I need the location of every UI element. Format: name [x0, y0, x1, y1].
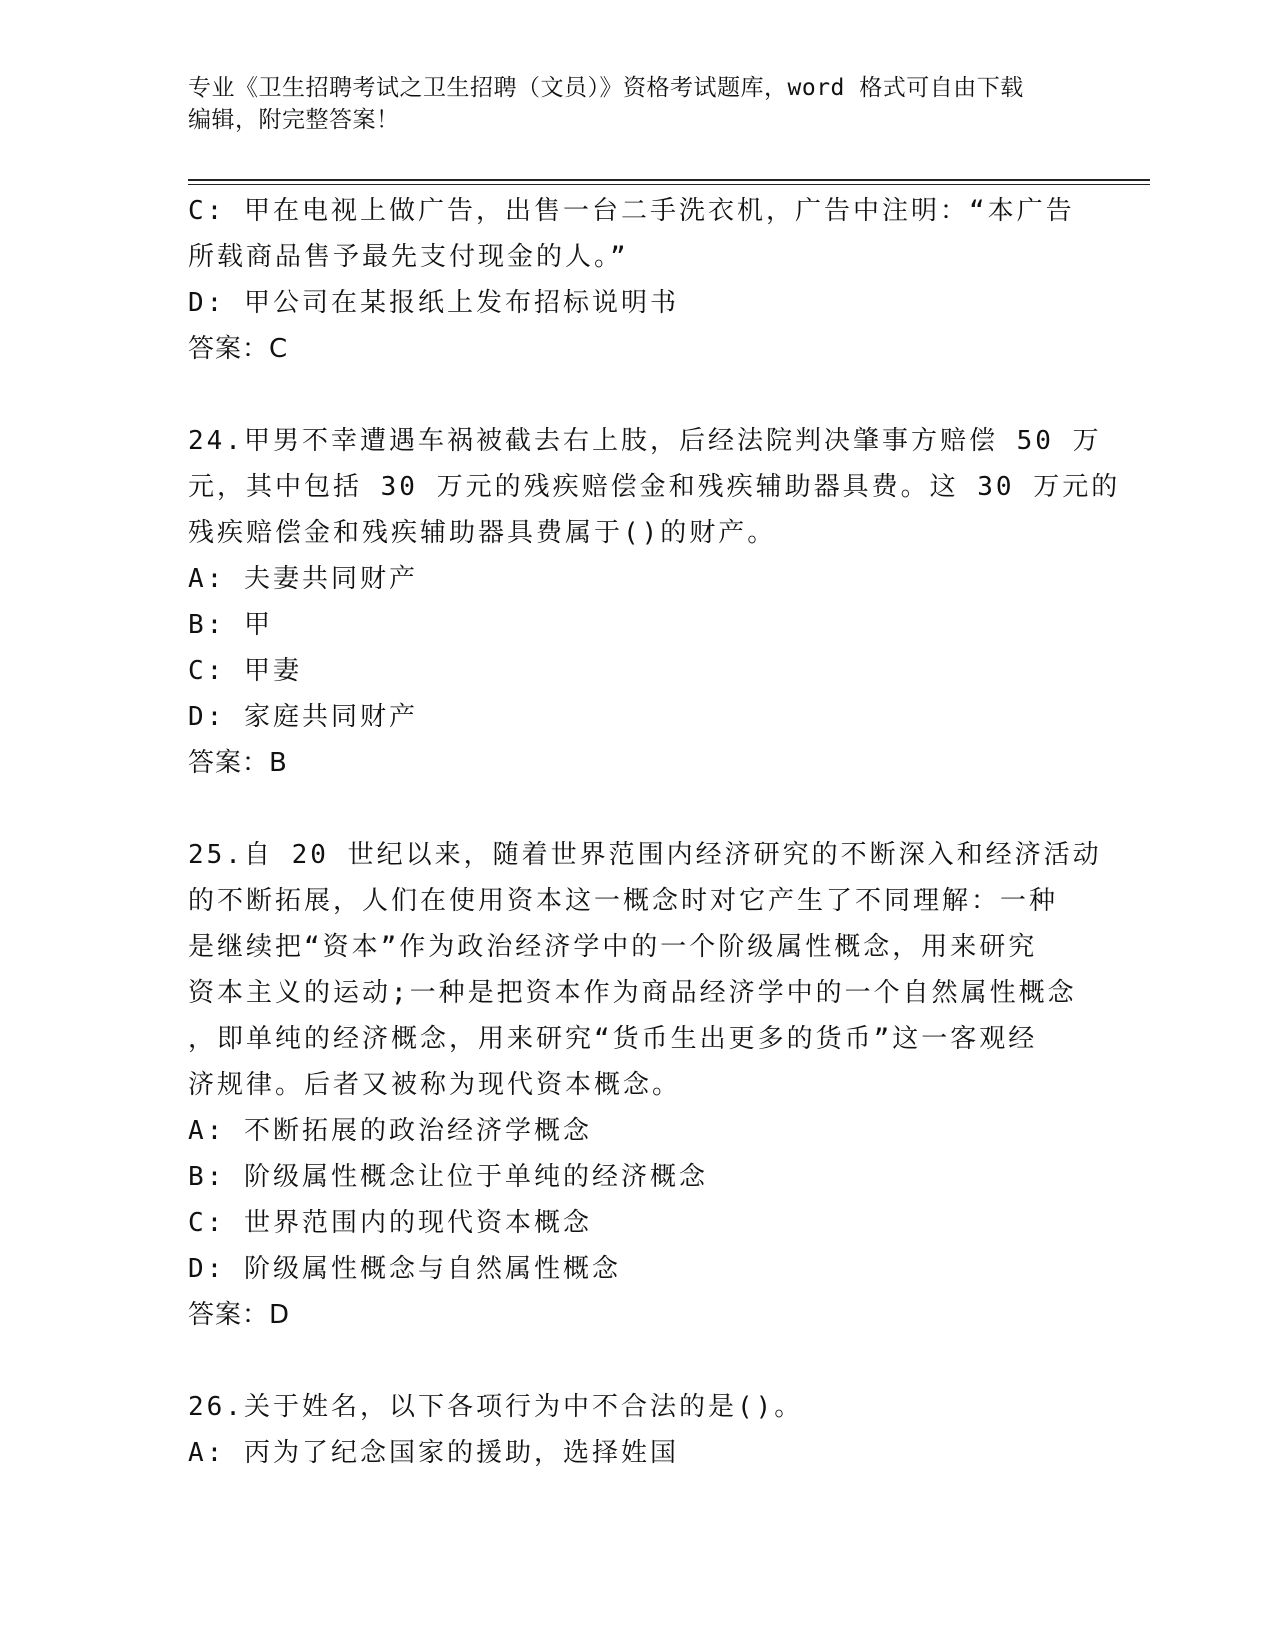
question-stem-line: 26.关于姓名，以下各项行为中不合法的是()。: [188, 1392, 804, 1422]
document-header: [188, 72, 1088, 136]
question-stem-line: 25.自 20 世纪以来，随着世界范围内经济研究的不断深入和经济活动: [188, 840, 1102, 870]
option-a: A: 夫妻共同财产: [188, 564, 418, 594]
answer-text: 答案：B: [188, 748, 288, 778]
option-c-line-1: C: 甲在电视上做广告，出售一台二手洗衣机，广告中注明：“本广告: [188, 196, 1075, 226]
question-stem-line: 的不断拓展，人们在使用资本这一概念时对它产生了不同理解：一种: [188, 886, 1059, 916]
answer-text: 答案：D: [188, 1300, 291, 1330]
option-d: D: 甲公司在某报纸上发布招标说明书: [188, 288, 679, 318]
option-b: B: 甲: [188, 610, 273, 640]
header-line-2: 编辑，附完整答案！: [188, 107, 400, 133]
question-stem-line: ，即单纯的经济概念，用来研究“货币生出更多的货币”这一客观经: [188, 1024, 1038, 1054]
option-d: D: 家庭共同财产: [188, 702, 418, 732]
question-stem-line: 是继续把“资本”作为政治经济学中的一个阶级属性概念，用来研究: [188, 932, 1038, 962]
question-23-tail: [188, 188, 1088, 372]
question-24: [188, 418, 1121, 786]
question-stem-line: 资本主义的运动;一种是把资本作为商品经济学中的一个自然属性概念: [188, 978, 1077, 1008]
option-a: A: 不断拓展的政治经济学概念: [188, 1116, 592, 1146]
question-spacer: [188, 372, 1088, 418]
answer-text: 答案：C: [188, 334, 289, 364]
question-spacer: [188, 786, 1088, 832]
question-stem-line: 元，其中包括 30 万元的残疾赔偿金和残疾辅助器具费。这 30 万元的: [188, 472, 1121, 502]
header-line-1: 专业《卫生招聘考试之卫生招聘（文员）》资格考试题库，word 格式可自由下载: [188, 75, 1024, 101]
option-c: C: 世界范围内的现代资本概念: [188, 1208, 592, 1238]
question-spacer: [188, 1338, 1088, 1384]
question-stem-line: 残疾赔偿金和残疾辅助器具费属于()的财产。: [188, 518, 777, 548]
question-stem-line: 济规律。后者又被称为现代资本概念。: [188, 1070, 682, 1100]
header-divider-thick: [188, 179, 1150, 181]
question-25: [188, 832, 1102, 1338]
option-b: B: 阶级属性概念让位于单纯的经济概念: [188, 1162, 708, 1192]
question-content: [188, 188, 1121, 1476]
option-c-line-2: 所载商品售予最先支付现金的人。”: [188, 242, 629, 272]
question-stem-line: 24.甲男不幸遭遇车祸被截去右上肢，后经法院判决肇事方赔偿 50 万: [188, 426, 1102, 456]
header-divider-thin: [188, 184, 1150, 185]
question-26: [188, 1384, 1088, 1476]
option-d: D: 阶级属性概念与自然属性概念: [188, 1254, 621, 1284]
option-c: C: 甲妻: [188, 656, 302, 686]
option-a: A: 丙为了纪念国家的援助，选择姓国: [188, 1438, 679, 1468]
